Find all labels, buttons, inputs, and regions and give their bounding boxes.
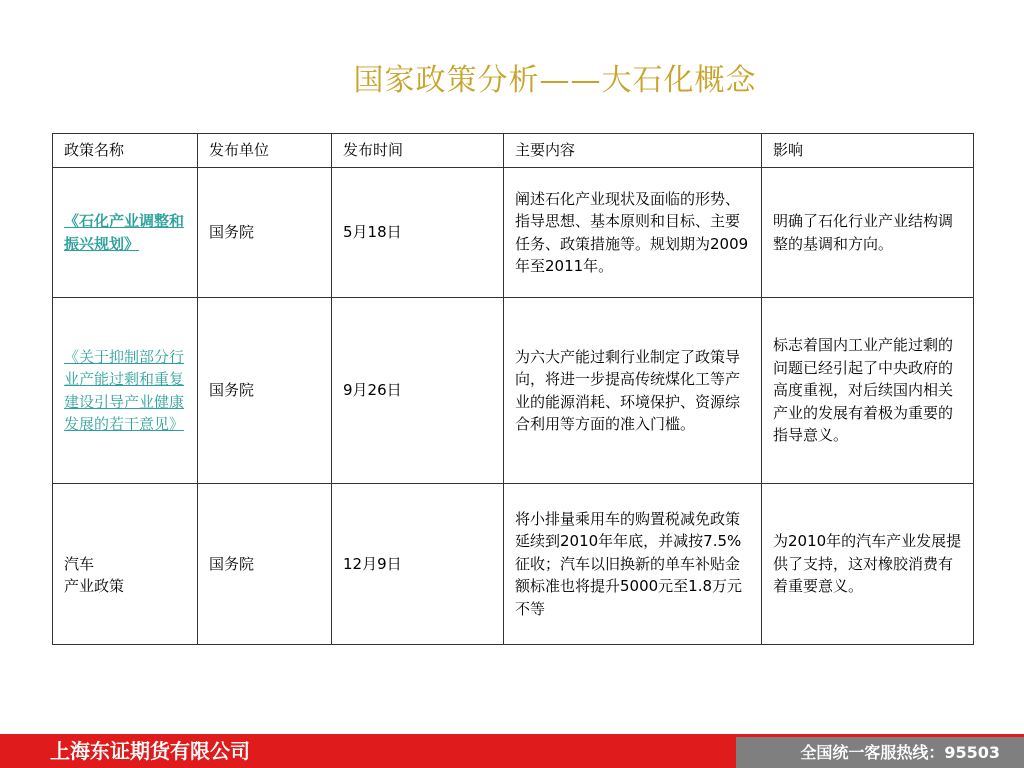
issuer-cell: 国务院: [198, 484, 332, 645]
table-row: [53, 168, 974, 298]
policy-name-cell: [53, 484, 198, 645]
content-cell: 阐述石化产业现状及面临的形势、指导思想、基本原则和目标、主要任务、政策措施等。规划期为2009年至2011年。: [504, 168, 762, 298]
header-policy-name: 政策名称: [53, 134, 198, 168]
header-content: 主要内容: [504, 134, 762, 168]
impact-cell: 为2010年的汽车产业发展提供了支持，这对橡胶消费有着重要意义。: [762, 484, 974, 645]
date-cell: 5月18日: [332, 168, 504, 298]
company-name: 上海东证期货有限公司: [50, 739, 250, 763]
policy-table: [52, 133, 974, 645]
date-cell: 12月9日: [332, 484, 504, 645]
impact-cell: 标志着国内工业产能过剩的问题已经引起了中央政府的高度重视，对后续国内相关产业的发展有着极为重要的指导意义。: [762, 298, 974, 484]
table-row: [53, 298, 974, 484]
policy-name-text: 汽车 产业政策: [64, 554, 125, 596]
policy-name-link[interactable]: [53, 298, 198, 484]
issuer-cell: 国务院: [198, 298, 332, 484]
policy-name-text[interactable]: 《石化产业调整和振兴规划》: [64, 212, 185, 253]
issuer-cell: 国务院: [198, 168, 332, 298]
date-cell: 9月26日: [332, 298, 504, 484]
hotline-text: 全国统一客服热线：95503: [800, 743, 1000, 762]
table-row: [53, 484, 974, 645]
header-issuer: 发布单位: [198, 134, 332, 168]
header-date: 发布时间: [332, 134, 504, 168]
policy-name-text[interactable]: 《关于抑制部分行业产能过剩和重复建设引导产业健康发展的若干意见》: [64, 347, 185, 433]
content-cell: 将小排量乘用车的购置税减免政策延续到2010年年底，并减按7.5%征收；汽车以旧换新的单车补贴金额标准也将提升5000元至1.8万元不等: [504, 484, 762, 645]
policy-name-link[interactable]: [53, 168, 198, 298]
header-impact: 影响: [762, 134, 974, 168]
page-title: 国家政策分析——大石化概念: [353, 63, 757, 98]
hotline-box: [736, 737, 1024, 768]
impact-cell: 明确了石化行业产业结构调整的基调和方向。: [762, 168, 974, 298]
footer-bar: [0, 734, 1024, 768]
content-cell: 为六大产能过剩行业制定了政策导向，将进一步提高传统煤化工等产业的能源消耗、环境保护、资源综合利用等方面的准入门槛。: [504, 298, 762, 484]
table-header-row: [53, 134, 974, 168]
